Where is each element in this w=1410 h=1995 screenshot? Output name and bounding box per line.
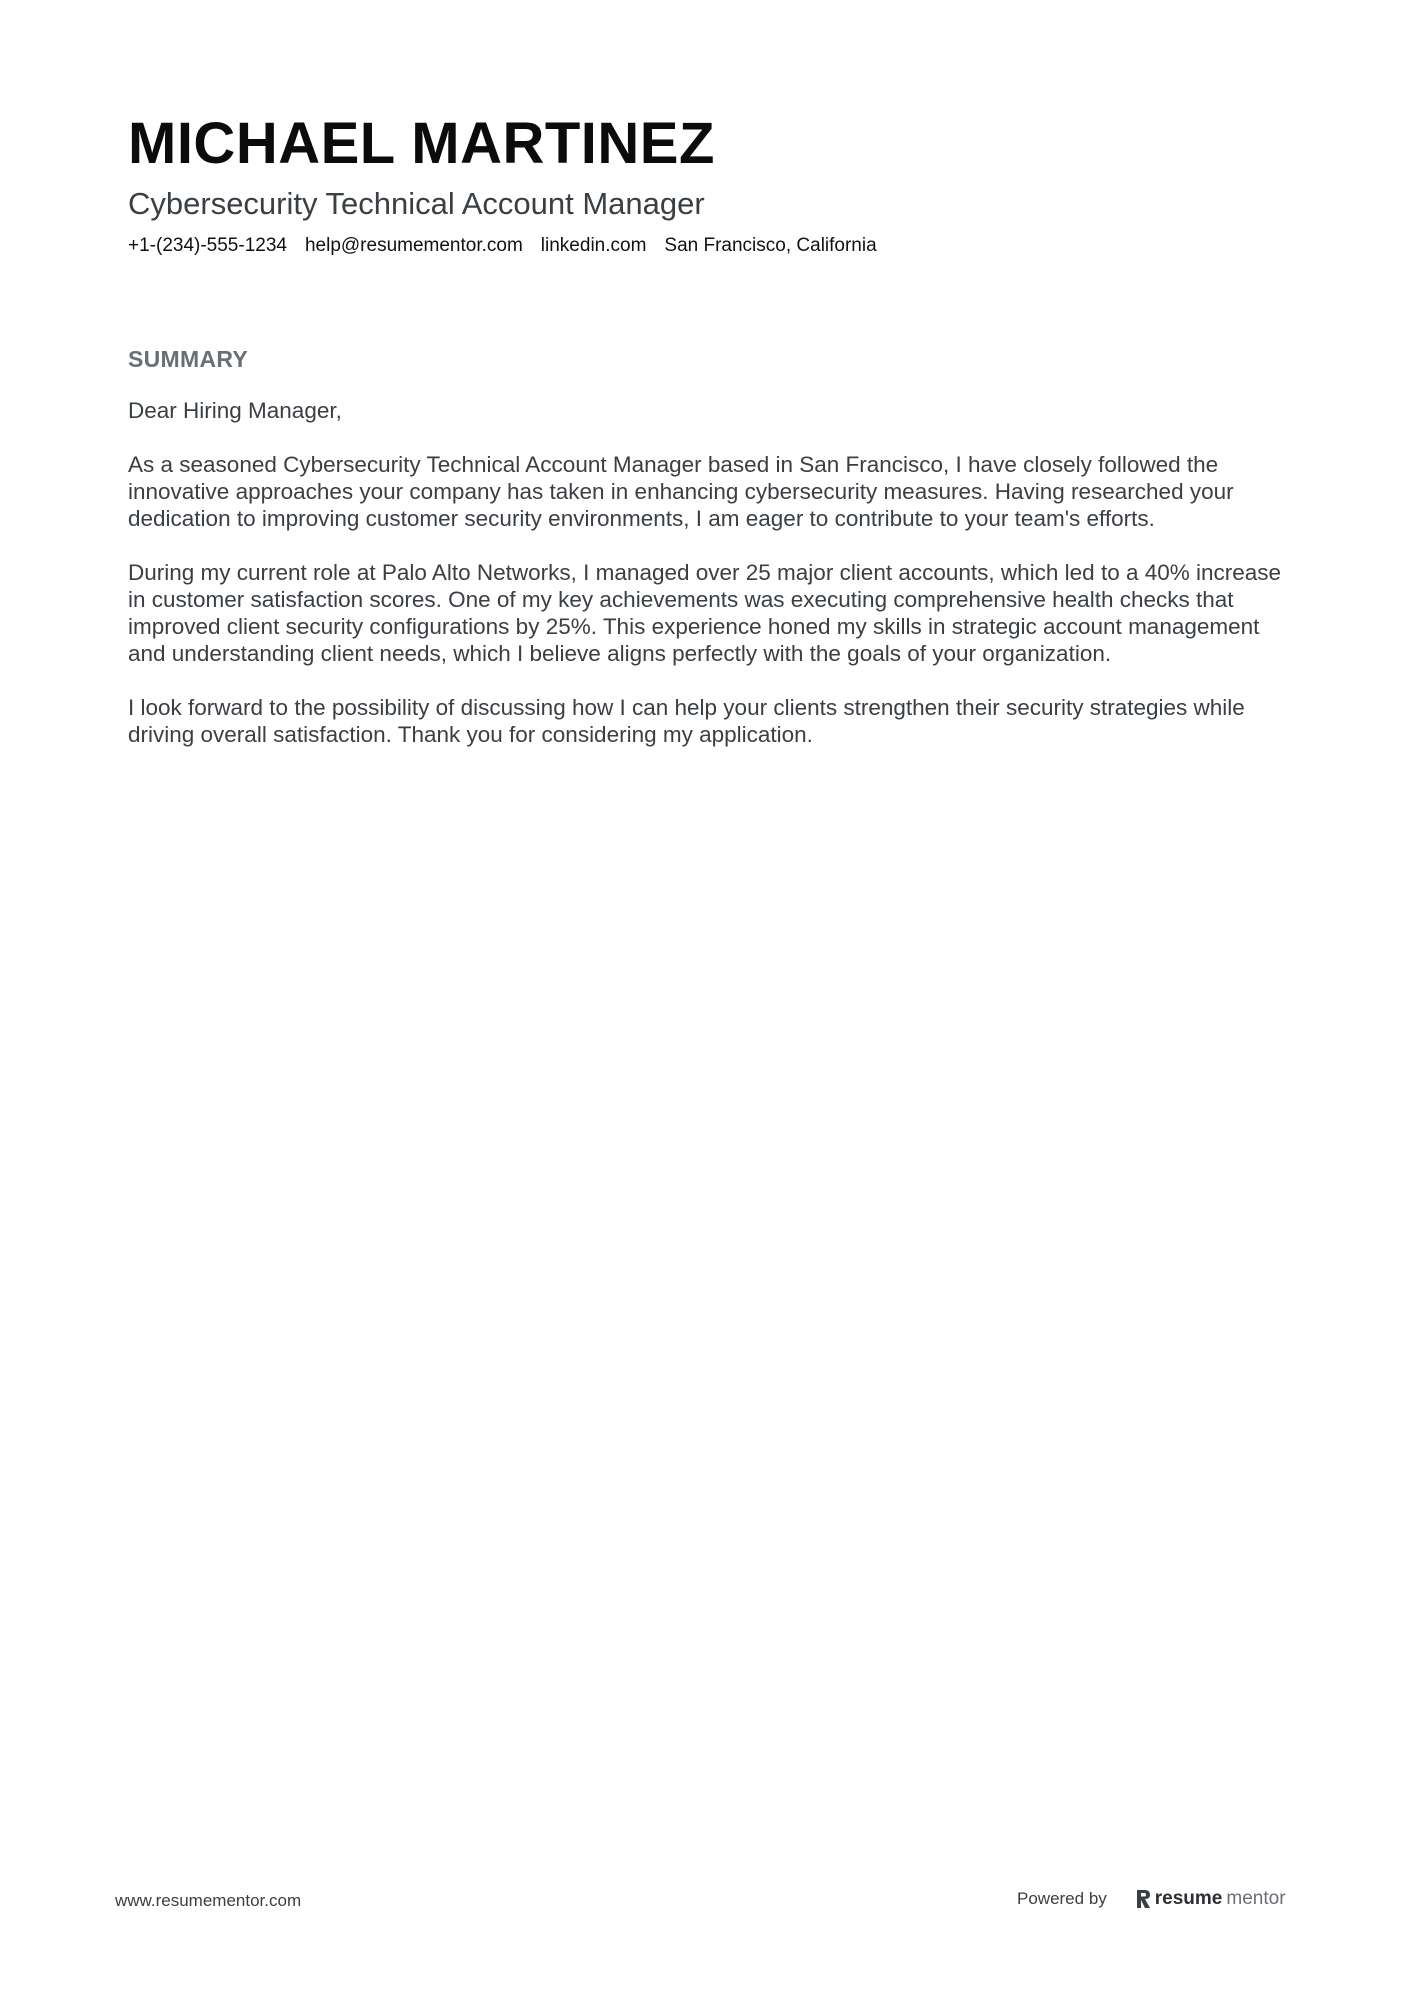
letter-paragraph-intro: As a seasoned Cybersecurity Technical Account Manager based in San Francisco, I have closely followed the innovative approaches your company has taken in enhancing cybersecurity measures. Having researched your dedication to improving customer security environments, I am eager to contribute to your team's efforts. xyxy=(128,452,1234,531)
powered-by xyxy=(1017,1888,1286,1910)
contact-info xyxy=(128,233,877,259)
letter-salutation: Dear Hiring Manager, xyxy=(128,398,342,423)
powered-by-label: Powered by xyxy=(1017,1889,1107,1908)
letter-paragraph-experience: During my current role at Palo Alto Networks, I managed over 25 major client accounts, which led to a 40% increase in customer satisfaction scores. One of my key achievements was executing comprehensive health checks that improved client security configurations by 25%. This experience honed my skills in strategic account management and understanding client needs, which I believe aligns perfectly with the goals of your organization. xyxy=(128,560,1282,666)
contact-phone: +1-(234)-555-1234 xyxy=(128,235,287,256)
resumementor-logo-icon xyxy=(1135,1889,1151,1909)
letter-paragraph-closing: I look forward to the possibility of discussing how I can help your clients strengthen their security strategies while driving overall satisfaction. Thank you for considering my application. xyxy=(128,695,1245,747)
summary-heading: SUMMARY xyxy=(128,346,249,372)
footer-website-link[interactable]: www.resumementor.com xyxy=(115,1891,302,1910)
contact-email[interactable]: help@resumementor.com xyxy=(304,235,523,256)
applicant-name: MICHAEL MARTINEZ xyxy=(128,111,715,176)
applicant-job-title: Cybersecurity Technical Account Manager xyxy=(128,186,705,221)
brand-name-strong: resume xyxy=(1154,1888,1223,1909)
brand-name-light: mentor xyxy=(1226,1888,1286,1909)
contact-linkedin[interactable]: linkedin.com xyxy=(540,235,647,256)
brand-logo[interactable] xyxy=(1135,1888,1286,1910)
contact-location: San Francisco, California xyxy=(664,235,877,256)
letter-body xyxy=(128,397,1298,775)
